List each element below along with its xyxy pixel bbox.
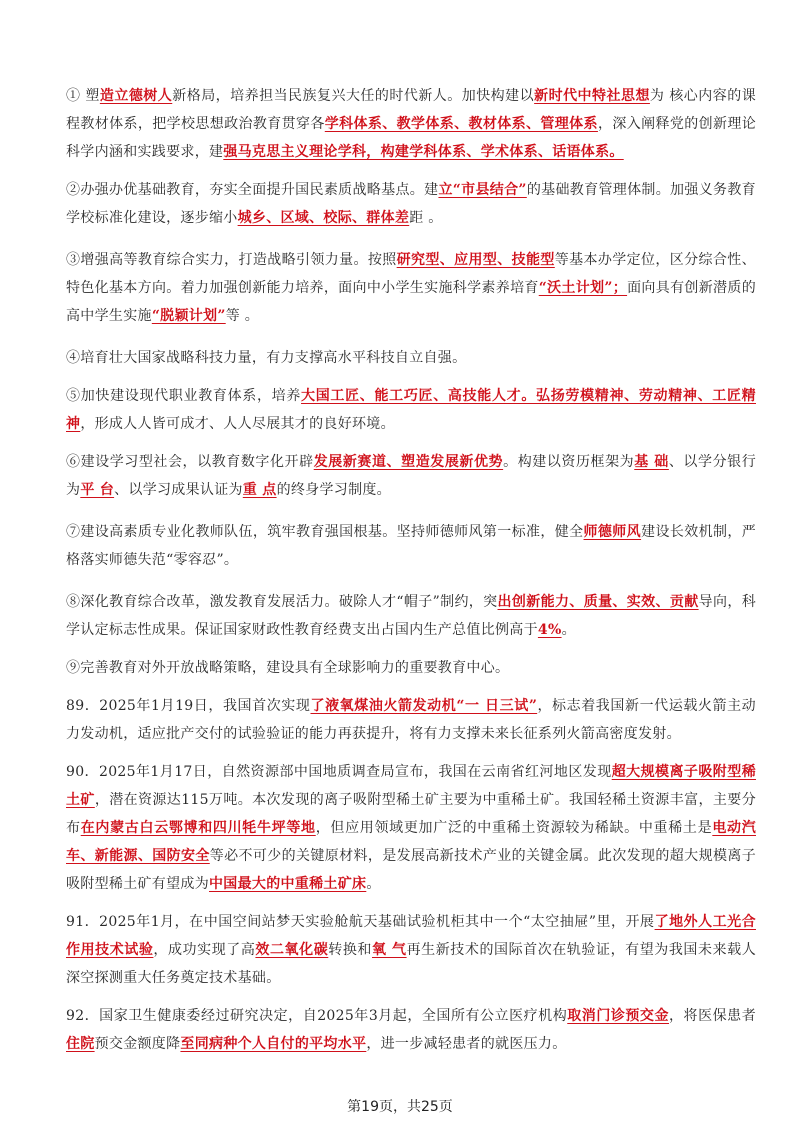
highlighted-term: 师德师风	[583, 524, 642, 540]
highlighted-term: 发展新赛道、塑造发展新优势	[313, 454, 504, 470]
paragraph-4: ④培育壮大国家战略科技力量，有力支撑高水平科技自立自强。	[66, 350, 467, 366]
highlighted-term: “沃土计划”；	[538, 280, 628, 296]
highlighted-term: 在内蒙古白云鄂博和四川牦牛坪等地	[80, 820, 316, 836]
paragraph-9: ⑨完善教育对外开放战略策略，建设具有全球影响力的重要教育中心。	[66, 660, 510, 676]
highlighted-term: 了液氧煤油火箭发动机“一 日三试”	[310, 698, 538, 714]
page-number: 第19页，共25页	[347, 1099, 453, 1115]
highlighted-term: 氧 气	[372, 942, 407, 958]
paragraph-6: ⑥建设学习型社会，以教育数字化开辟发展新赛道、塑造发展新优势。构建以资历框架为基 础、以学分银行为平 台、以学习成果认证为重 点的终身学习制度。	[66, 454, 757, 498]
paragraph-92: 92．国家卫生健康委经过研究决定，自2025年3月起，全国所有公立医疗机构取消门诊预交金，将医保患者住院预交金额度降至同病种个人自付的平均水平，进一步减轻患者的就医压力。	[66, 1008, 756, 1052]
highlighted-term: 研究型、应用型、技能型	[396, 252, 555, 268]
highlighted-term: 4%	[537, 622, 562, 638]
highlighted-term: 超大规模离子吸附型稀土矿	[66, 764, 756, 808]
highlighted-term: 造立德树人	[99, 88, 173, 104]
paragraph-8: ⑧深化教育综合改革，激发教育发展活力。破除人才“帽子”制约，突出创新能力、质量、实效、贡献导向，科学认定标志性成果。保证国家财政性教育经费支出占国内生产总值比例高于4%。	[66, 594, 756, 638]
highlighted-term: 基 础	[634, 454, 669, 470]
paragraph-2: ②办强办优基础教育，夯实全面提升国民素质战略基点。建立“市县结合”的基础教育管理体制。加强义务教育学校标准化建设，逐步缩小城乡、区域、校际、群体差距 。	[66, 182, 756, 226]
highlighted-term: 电动汽车、新能源、国防安全	[66, 820, 756, 864]
highlighted-term: 立“市县结合”	[438, 182, 527, 198]
paragraph-91: 91．2025年1月，在中国空间站梦天实验舱航天基础试验机柜其中一个“太空抽屉”里，开展了地外人工光合作用技术试验，成功实现了高效二氧化碳转换和氧 气再生新技术的国际首次在轨验证，有望为我国未来载人深空探测重大任务奠定技术基础。	[66, 914, 757, 986]
highlighted-term: 出创新能力、质量、实效、贡献	[497, 594, 699, 610]
highlighted-term: 效二氧化碳	[255, 942, 329, 958]
highlighted-term: 住院	[66, 1036, 95, 1052]
highlighted-term: 强马克思主义理论学科，构建学科体系、学术体系、话语体系。	[223, 144, 624, 160]
paragraph-3: ③增强高等教育综合实力，打造战略引领力量。按照研究型、应用型、技能型等基本办学定位，区分综合性、特色化基本方向。着力加强创新能力培养，面向中小学生实施科学素养培育“沃土计划”；面向具有创新潜质的高中学生实施“脱颖计划”等 。	[66, 252, 757, 324]
highlighted-term: 平 台	[80, 482, 115, 498]
paragraph-1: ① 塑造立德树人新格局，培养担当民族复兴大任的时代新人。加快构建以新时代中特社思想为 核心内容的课程教材体系，把学校思想政治教育贯穿各学科体系、教学体系、教材体系、管理体系，深入阐释党的创新理论科学内涵和实践要求，建强马克思主义理论学科，构建学科体系、学术体系、话语体系。	[66, 88, 756, 160]
highlighted-term: 重 点	[242, 482, 277, 498]
highlighted-term: 大国工匠、能工巧匠、高技能人才。弘扬劳模精神、劳动精神、工匠精神	[66, 388, 756, 432]
document-body	[66, 82, 756, 1068]
highlighted-term: 至同病种个人自付的平均水平	[180, 1036, 367, 1052]
highlighted-term: 新时代中特社思想	[534, 88, 650, 104]
highlighted-term: 取消门诊预交金	[567, 1008, 670, 1024]
paragraph-7: ⑦建设高素质专业化教师队伍，筑牢教育强国根基。坚持师德师风第一标准，健全师德师风建设长效机制，严格落实师德失范“零容忍”。	[66, 524, 756, 568]
highlighted-term: 城乡、区域、校际、群体差	[237, 210, 410, 226]
paragraph-89: 89．2025年1月19日，我国首次实现了液氧煤油火箭发动机“一 日三试”，标志着我国新一代运载火箭主动力发动机，适应批产交付的试验验证的能力再获提升，将有力支撑未来长征系列火箭高密度发射。	[66, 698, 756, 742]
highlighted-term: 中国最大的中重稀土矿床	[209, 876, 367, 892]
highlighted-term: “脱颖计划”	[151, 308, 226, 324]
paragraph-5: ⑤加快建设现代职业教育体系，培养大国工匠、能工巧匠、高技能人才。弘扬劳模精神、劳动精神、工匠精神，形成人人皆可成才、人人尽展其才的良好环境。	[66, 388, 756, 432]
highlighted-term: 学科体系、教学体系、教材体系、管理体系	[324, 116, 598, 132]
highlighted-term: 了地外人工光合作用技术试验	[66, 914, 756, 958]
paragraph-90: 90．2025年1月17日，自然资源部中国地质调查局宣布，我国在云南省红河地区发现超大规模离子吸附型稀土矿，潜在资源达115万吨。本次发现的离子吸附型稀土矿主要为中重稀土矿。我国轻稀土资源丰富，主要分布在内蒙古白云鄂博和四川牦牛坪等地，但应用领域更加广泛的中重稀土资源较为稀缺。中重稀土是电动汽车、新能源、国防安全等必不可少的关键原材料，是发展高新技术产业的关键金属。此次发现的超大规模离子吸附型稀土矿有望成为中国最大的中重稀土矿床。	[66, 764, 756, 892]
